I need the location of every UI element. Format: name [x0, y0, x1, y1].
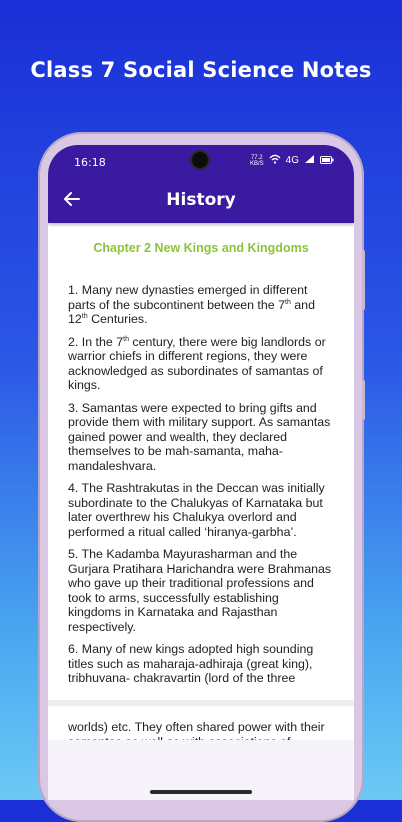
- continuation-text: worlds) etc. They often shared power with their: [68, 720, 325, 734]
- status-time: 16:18: [74, 156, 106, 169]
- power-button: [362, 380, 365, 420]
- note-item: 3. Samantas were expected to bring gifts and provide them with military support. As samantas gained power and wealth, they declared themselves to be mah-samanta, maha-mandaleshvara.: [68, 400, 331, 473]
- app-bar-title: History: [166, 190, 236, 210]
- net-speed-unit: KB/S: [249, 160, 264, 167]
- notes-content[interactable]: [48, 223, 354, 693]
- note-item: 2. In the 7th century, there were big landlords or warrior chiefs in different regions, they were acknowledged as subordinates of samantas of kings.: [68, 334, 326, 392]
- battery-icon: [320, 155, 334, 167]
- promo-title: Class 7 Social Science Notes: [30, 58, 372, 82]
- note-item: 5. The Kadamba Mayurasharman and the Gurjara Pratihara Harichandra were Brahmanas who gave up their traditional professions and took to arms, successfully establishing kingdoms in Karnataka and Rajasthan respectively.: [68, 547, 332, 634]
- front-camera: [192, 152, 208, 168]
- network-type: 4G: [285, 155, 299, 166]
- net-speed-value: 77.2: [250, 154, 263, 161]
- net-speed: [250, 155, 264, 167]
- app-bar: [48, 179, 354, 223]
- home-indicator[interactable]: [150, 790, 252, 794]
- page-continuation: [48, 700, 354, 800]
- volume-button: [362, 250, 365, 310]
- status-icons: [250, 154, 334, 167]
- wifi-icon: [269, 154, 281, 167]
- status-bar: [48, 145, 354, 179]
- notes-list: [68, 283, 334, 694]
- chapter-title: Chapter 2 New Kings and Kingdoms: [93, 241, 309, 255]
- note-item: 4. The Rashtrakutas in the Deccan was initially subordinate to the Chalukyas of Karnataka but later overthrew his Chalukya overlord and performed a ritual called ‘hiranya-garbha’.: [68, 481, 325, 539]
- note-item: 6. Many of new kings adopted high sounding titles such as maharaja-adhiraja (great king), tribhuvana- chakravartin (lord of the three: [68, 642, 314, 685]
- note-item: 1. Many new dynasties emerged in different parts of the subcontinent between the 7th and 12th Centuries.: [68, 283, 315, 326]
- signal-icon: [304, 154, 315, 167]
